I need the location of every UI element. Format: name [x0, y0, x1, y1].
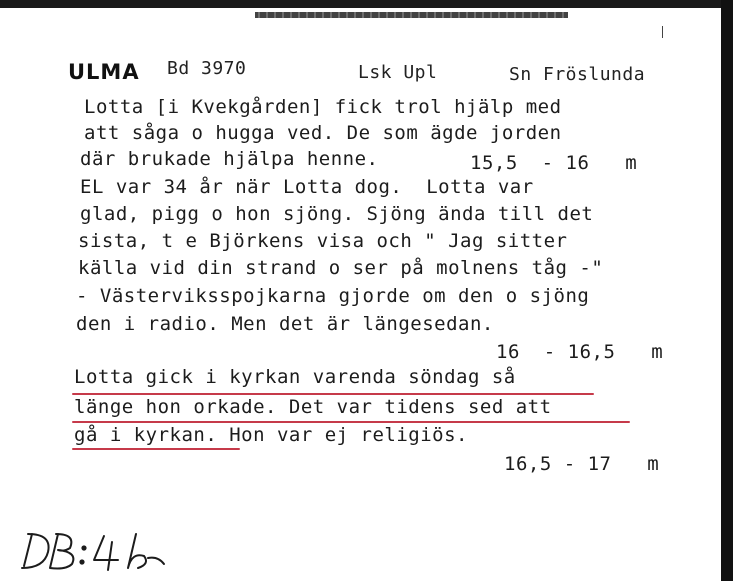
underline-3	[72, 448, 240, 450]
text-line-6: sista, t e Björkens visa och " Jag sitter	[78, 230, 568, 252]
text-line-10: Lotta gick i kyrkan varenda söndag så	[74, 366, 516, 388]
underline-1	[72, 393, 594, 395]
header-volume: Bd 3970	[167, 58, 247, 79]
text-line-3: där brukade hjälpa henne.	[80, 148, 379, 170]
text-line-7: källa vid din strand o ser på molnens tåg -"	[78, 257, 604, 279]
top-ink-smudge	[255, 12, 568, 18]
text-line-2: att såga o hugga ved. De som ägde jorden	[84, 122, 562, 144]
text-line-1: Lotta [i Kvekgården] fick trol hjälp med	[84, 96, 562, 118]
text-line-4: EL var 34 år när Lotta dog. Lotta var	[80, 176, 534, 198]
text-line-12: gå i kyrkan. Hon var ej religiös.	[74, 424, 468, 446]
header-place: ULMA	[68, 60, 140, 84]
text-line-8: - Västerviksspojkarna gjorde om den o sjöng	[76, 285, 590, 307]
timestamp-3: 16,5 - 17 m	[504, 453, 660, 475]
edge-mark	[662, 26, 663, 38]
underline-2	[72, 421, 630, 423]
scan-edge-top	[0, 0, 733, 8]
text-line-9: den i radio. Men det är längesedan.	[76, 313, 494, 335]
handwritten-signature	[18, 528, 178, 578]
scan-edge-right	[721, 0, 733, 581]
header-county: Lsk Upl	[358, 62, 438, 83]
text-line-11: länge hon orkade. Det var tidens sed att	[74, 396, 552, 418]
text-line-5: glad, pigg o hon sjöng. Sjöng ända till det	[80, 203, 594, 225]
timestamp-1: 15,5 - 16 m	[470, 152, 638, 174]
timestamp-2: 16 - 16,5 m	[496, 341, 664, 363]
header-parish: Sn Fröslunda	[509, 64, 646, 85]
